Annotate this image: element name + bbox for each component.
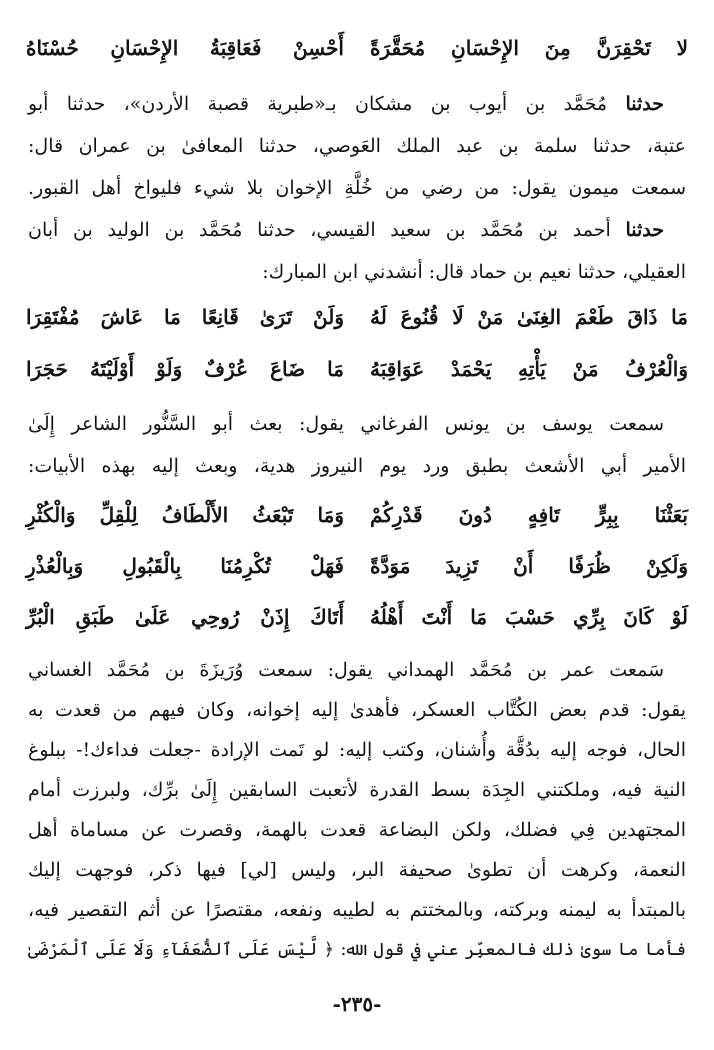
paragraph-line: العقيلي، حدثنا نعيم بن حماد قال: أنشدني ابن المبارك: <box>262 261 686 283</box>
verse-hemistich-left: مَا ضَاعَ عُرْفٌ وَلَوْ أَوْلَيْتَهُ حَجَرَا <box>26 357 344 381</box>
paragraph-line: سَمعت عمر بن مُحَمَّد الهمداني يقول: سمعت وُرَيزَةَ بن مُحَمَّد الغساني <box>28 659 664 681</box>
verse-hemistich-left: أَتَاكَ إِذَنْ رُوحِي عَلَىٰ طَبَقِ الْبُرِّ <box>26 605 344 629</box>
verse-hemistich-right: مَا ذَاقَ طَعْمَ الغِنَىٰ مَنْ لَا قُنُوعَ لَهُ <box>370 305 688 329</box>
paragraph-line: عتبة، حدثنا سلمة بن عبد الملك العَوصي، حدثنا المعافىٰ بن عمران قال: <box>28 135 686 157</box>
page-number: -٢٣٥- <box>332 992 382 1016</box>
paragraph-line: الحال، فوجه إليه بدُقَّة وأُشنان، وكتب إليه: لو تَمت الإرادة -جعلت فداءك!- ببلوغ <box>28 739 686 761</box>
verse-hemistich-left: أَحْسِنْ فَعَاقِبَةُ الإِحْسَانِ حُسْنَاهُ <box>26 36 344 60</box>
verse-line <box>26 345 688 393</box>
verse-hemistich-left: فَهَلْ تُكْرِمُنَا بِالْقَبُولِ وَبِالْعُذْرِ <box>26 554 344 578</box>
paragraph-line: المجتهدين فِي فضلك، ولكن البضاعة قعدت بالهمة، وقصرت عن مساماة أهل <box>28 819 686 841</box>
paragraph-line: يقول: قدم بعض الكُتَّاب العسكر، فأهدىٰ إليه إخوانه، وكان فيهم من قعدت به <box>28 699 686 721</box>
hadith-lead-word: حدثنا <box>625 93 664 115</box>
paragraph-line: النية فيه، وملكتني الجِدَة بسط القدرة لأتعبت السابقين إِلَىٰ برِّك، ولبرزت أمام <box>28 779 686 801</box>
paragraph-line: فأما ما سوىٰ ذلك فالمعبِّر عني في قول الله: ﴿ لَّيْسَ عَلَى ٱلضُّعَفَآءِ وَلَا عَلَى ٱلْمَرْضَىٰ <box>28 940 686 960</box>
verse-line <box>26 542 688 590</box>
verse-hemistich-left: وَلَنْ تَرَىٰ قَانِعًا مَا عَاشَ مُفْتَقِرَا <box>26 305 344 329</box>
paragraph-line <box>28 210 664 250</box>
verse-line <box>26 293 688 341</box>
verse-line <box>26 491 688 539</box>
paragraph-line <box>28 84 664 124</box>
verse-hemistich-right: وَلَكِنْ ظُرَفًا أَنْ تَزِيدَ مَوَدَّةً <box>370 554 688 578</box>
verse-hemistich-right: لا تَحْقِرَنَّ مِنَ الإِحْسَانِ مُحَقَّرَةً <box>370 36 688 60</box>
paragraph-text: مُحَمَّد بن أيوب بن مشكان بـ«طبرية قصبة الأردن»، حدثنا أبو <box>28 93 608 115</box>
paragraph-line: بالمبتدأ به ليمنه وبركته، وبالمختتم به لطيبه ونفعه، مقتصرًا عن أثم التقصير فيه، <box>28 899 686 921</box>
paragraph-line: سمعت ميمون يقول: من رضي من خُلَّةِ الإخوان بلا شيء فليواخ أهل القبور. <box>28 177 686 199</box>
verse-line <box>26 24 688 72</box>
verse-hemistich-right: لَوْ كَانَ بِرِّي حَسْبَ مَا أَنْتَ أَهْلُهُ <box>370 605 688 629</box>
paragraph-line: سمعت يوسف بن يونس الفرغاني يقول: بعث أبو السَّنُّور الشاعر إِلَىٰ <box>28 413 664 435</box>
paragraph-line: الأمير أبي الأشعث بطبق ورد يوم النيروز هدية، وبعث إليه بهذه الأبيات: <box>28 455 686 477</box>
verse-hemistich-right: وَالْعُرْفُ مَنْ يَأْتِهِ يَحْمَدْ عَوَاقِبَهُ <box>370 357 688 381</box>
verse-hemistich-right: بَعَثْنَا بِبِرٍّ تَافِهٍ دُونَ قَدْرِكُمْ <box>370 503 688 527</box>
hadith-lead-word: حدثنا <box>625 219 665 241</box>
verse-line <box>26 593 688 641</box>
paragraph-line: النعمة، وكرهت أن تطوىٰ صحيفة البر، وليس [لي] فيها ذكر، فوجهت إليك <box>28 859 686 881</box>
verse-hemistich-left: وَمَا تَبْعَثُ الأَلْطَافُ لِلْقِلِّ وَالْكُثْرِ <box>26 503 344 527</box>
paragraph-text: أحمد بن مُحَمَّد بن سعيد القيسي، حدثنا مُحَمَّد بن الوليد بن أبان <box>28 219 611 241</box>
